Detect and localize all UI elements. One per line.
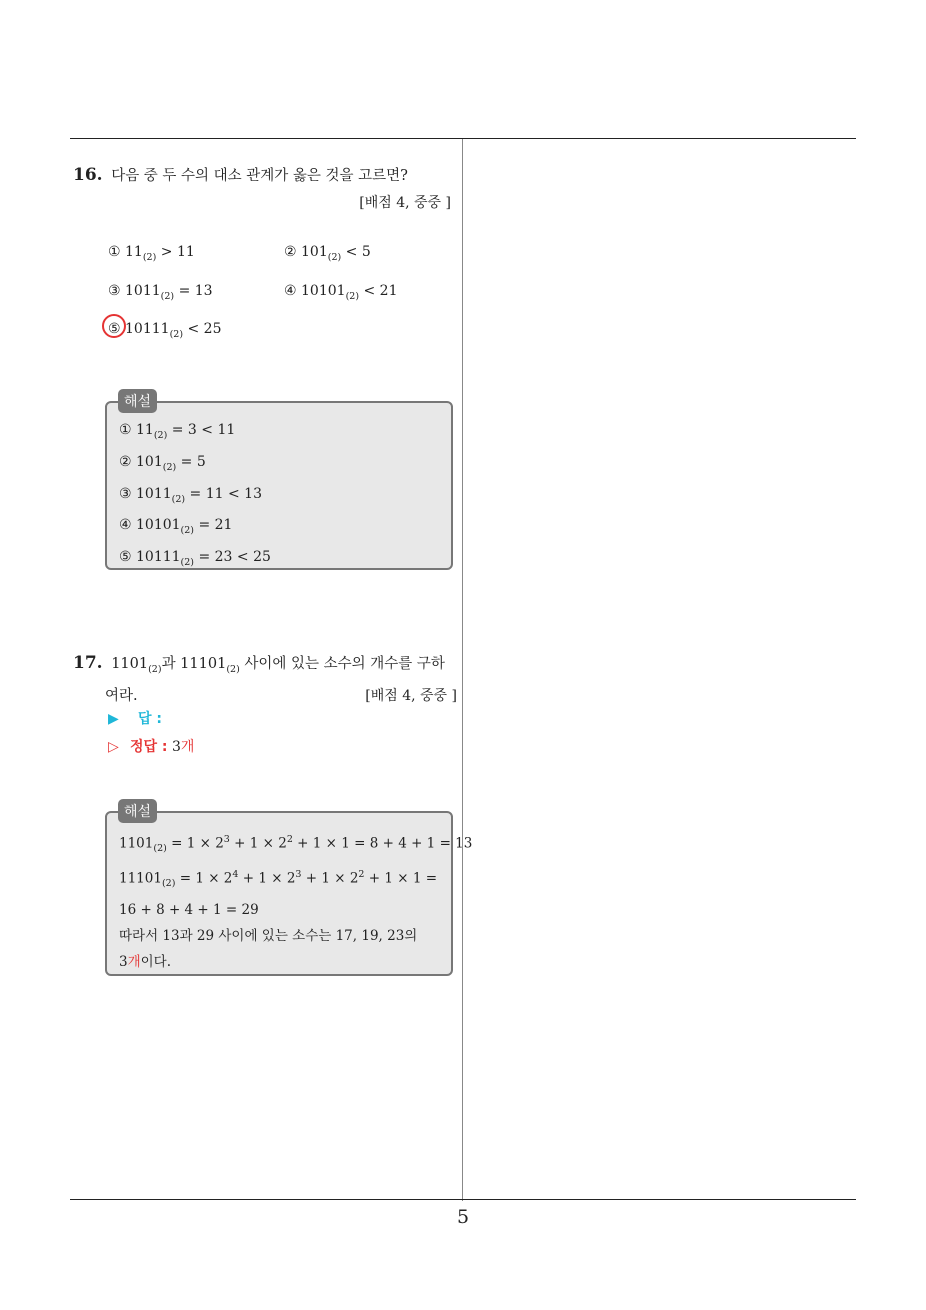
option-mark: ⑤ <box>108 321 121 337</box>
exp-text: 3 <box>119 954 128 971</box>
option-mark: ① <box>108 244 121 260</box>
top-rule <box>70 138 856 139</box>
q-sub: (2) <box>148 663 162 675</box>
question-number: 16. <box>73 165 103 185</box>
option-rel: < 21 <box>359 283 398 299</box>
exp-sub: (2) <box>153 429 168 441</box>
option-2[interactable] <box>284 244 371 263</box>
explanation-line <box>119 544 439 576</box>
explanation-box-17 <box>105 811 473 976</box>
exp-sub: (2) <box>171 493 186 505</box>
explanation-tag: 해설 <box>118 389 157 413</box>
score-meta: [배점 4, 중중 ] <box>359 195 451 211</box>
exp-sup: 4 <box>232 869 239 881</box>
correct-answer-value: 3 <box>171 739 181 755</box>
answer-circle-icon <box>102 314 126 338</box>
question-16 <box>73 162 457 217</box>
answer-label: 답 : <box>138 711 162 727</box>
exp-sup: 3 <box>295 869 302 881</box>
option-rel: < 25 <box>183 321 222 337</box>
exp-text: = 3 < 11 <box>167 422 236 438</box>
option-base: 10101 <box>301 283 346 299</box>
explanation-line <box>119 949 439 975</box>
question-text-cont: 여라. <box>105 687 138 704</box>
exp-text: ④ 10101 <box>119 517 181 534</box>
exp-text: ② 101 <box>119 453 163 470</box>
question-text: 다음 중 두 수의 대소 관계가 옳은 것을 고르면? <box>111 168 408 184</box>
option-5[interactable] <box>108 321 221 340</box>
explanation-line: 따라서 13과 29 사이에 있는 소수는 17, 19, 23의 <box>119 928 418 945</box>
question-17 <box>73 650 457 710</box>
exp-text: 1101 <box>119 835 154 852</box>
option-4[interactable] <box>284 283 397 302</box>
exp-text: + 1 × 1 = 8 + 4 + 1 = 13 <box>292 835 473 852</box>
option-sub: (2) <box>142 251 157 263</box>
explanation-line <box>119 862 439 897</box>
explanation-line <box>119 449 439 481</box>
option-1[interactable] <box>108 244 195 263</box>
option-sub: (2) <box>327 251 342 263</box>
q-text: 1101 <box>111 656 149 672</box>
option-base: 10111 <box>125 321 170 337</box>
correct-answer-unit: 개 <box>180 739 195 755</box>
exp-text: ⑤ 10111 <box>119 549 181 566</box>
option-base: 11 <box>125 244 143 260</box>
option-sub: (2) <box>169 328 184 340</box>
option-sub: (2) <box>160 290 175 302</box>
exp-sup: 2 <box>286 834 293 845</box>
explanation-line <box>119 481 439 513</box>
exp-text: 11101 <box>119 870 162 887</box>
option-mark: ③ <box>108 283 121 299</box>
score-meta: [배점 4, 중중 ] <box>365 687 457 704</box>
answer-row[interactable] <box>108 708 162 728</box>
question-text <box>111 656 445 675</box>
exp-text: ③ 1011 <box>119 485 172 502</box>
explanation-tag: 해설 <box>118 799 157 823</box>
exp-sup: 3 <box>223 834 230 845</box>
q-sub: (2) <box>226 663 240 675</box>
exp-text: 이다. <box>140 954 172 971</box>
option-base: 1011 <box>125 283 161 299</box>
exp-text: = 5 <box>176 453 206 470</box>
exp-sub: (2) <box>161 878 176 890</box>
exp-sub: (2) <box>162 461 177 473</box>
bottom-rule <box>70 1199 856 1200</box>
correct-answer-label: 정답 : <box>130 739 168 755</box>
exp-text: + 1 × 2 <box>238 870 296 887</box>
exp-sub: (2) <box>180 525 195 537</box>
exp-highlight: 개 <box>127 954 141 971</box>
exp-sub: (2) <box>153 843 167 855</box>
explanation-line <box>119 512 439 544</box>
exp-text: ① 11 <box>119 422 154 438</box>
exp-text: + 1 × 2 <box>301 870 359 887</box>
exp-text: = 1 × 2 <box>175 870 233 887</box>
option-mark: ② <box>284 244 297 260</box>
option-rel: < 5 <box>341 244 371 260</box>
play-arrow-icon: ▶ <box>108 711 119 727</box>
exp-sup: 2 <box>358 869 365 881</box>
exp-text: = 23 < 25 <box>194 549 271 566</box>
option-sub: (2) <box>345 290 360 302</box>
explanation-line: 16 + 8 + 4 + 1 = 29 <box>119 902 259 919</box>
outline-arrow-icon: ▷ <box>108 739 119 755</box>
column-divider <box>462 139 463 1201</box>
option-rel: > 11 <box>156 244 195 260</box>
option-base: 101 <box>301 244 328 260</box>
q-text: 과 11101 <box>161 656 227 672</box>
exp-text: + 1 × 1 = <box>364 870 438 887</box>
explanation-box-16 <box>105 401 453 570</box>
exp-text: = 21 <box>194 517 233 534</box>
exp-text: = 1 × 2 <box>166 835 224 852</box>
explanation-line <box>119 827 473 862</box>
question-number: 17. <box>73 653 103 673</box>
option-rel: = 13 <box>174 283 213 299</box>
explanation-line <box>119 417 439 449</box>
page-number: 5 <box>456 1206 470 1228</box>
correct-answer-row <box>108 736 194 756</box>
option-3[interactable] <box>108 283 213 302</box>
q-text: 사이에 있는 소수의 개수를 구하 <box>239 656 445 672</box>
exp-sub: (2) <box>180 556 195 568</box>
exp-text: + 1 × 2 <box>229 835 287 852</box>
exp-text: = 11 < 13 <box>185 485 262 502</box>
option-mark: ④ <box>284 283 297 299</box>
